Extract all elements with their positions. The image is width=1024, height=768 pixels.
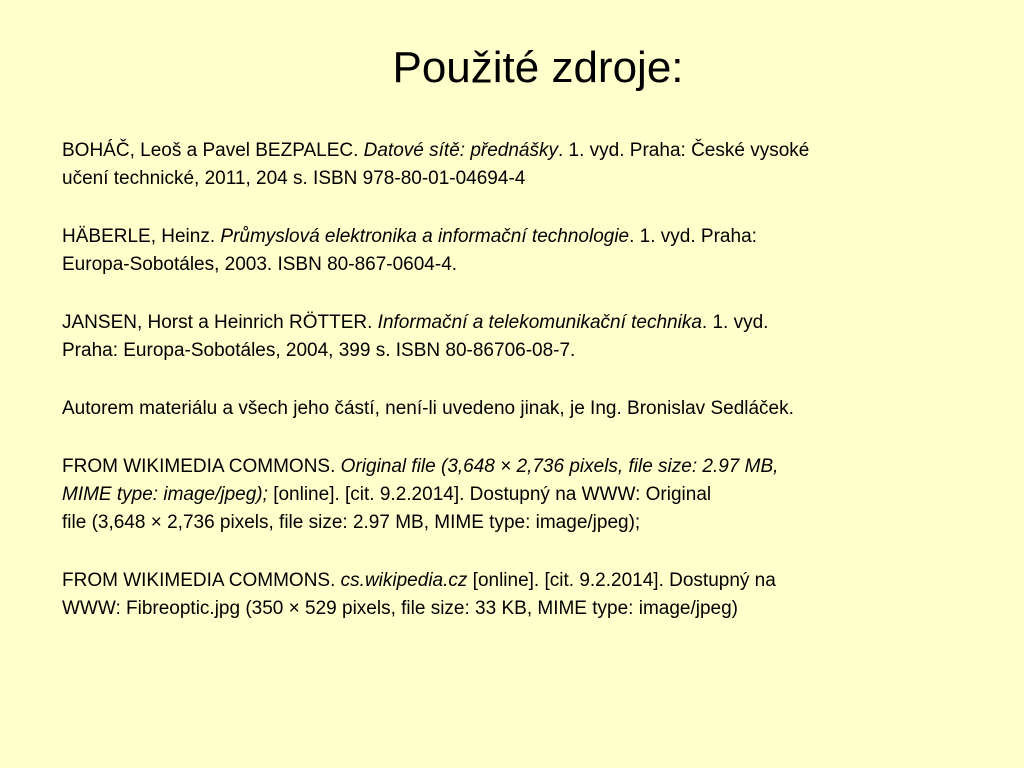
reference-jansen [62,309,962,365]
reference-line [62,567,962,595]
reference-title-cont: MIME type: image/jpeg); [62,484,268,505]
author-note: Autorem materiálu a všech jeho částí, není-li uvedeno jinak, je Ing. Bronislav Sedláček. [62,398,794,419]
reference-wikimedia-1 [62,453,962,537]
reference-title: Průmyslová elektronika a informační technologie [220,226,630,247]
reference-title: cs.wikipedia.cz [340,570,468,591]
reference-details: [online]. [cit. 9.2.2014]. Dostupný na WWW: Original [267,484,712,505]
reference-title: Datové sítě: přednášky [363,140,558,161]
reference-line [62,223,962,251]
reference-line: učení technické, 2011, 204 s. ISBN 978-80-01-04694-4 [62,168,526,189]
reference-author: FROM WIKIMEDIA COMMONS. [62,570,341,591]
reference-author: BOHÁČ, Leoš a Pavel BEZPALEC. [62,140,364,161]
reference-line: Praha: Europa-Sobotáles, 2004, 399 s. ISBN 80-86706-08-7. [62,340,576,361]
reference-line [62,309,962,337]
reference-title: Original file (3,648 × 2,736 pixels, file size: 2.97 MB, [340,456,779,477]
reference-details: [online]. [cit. 9.2.2014]. Dostupný na [467,570,776,591]
reference-bohac [62,137,962,193]
reference-line: file (3,648 × 2,736 pixels, file size: 2.97 MB, MIME type: image/jpeg); [62,512,641,533]
reference-line: Europa-Sobotáles, 2003. ISBN 80-867-0604-4. [62,254,458,275]
reference-haberle [62,223,962,279]
reference-line [62,137,962,165]
reference-author: JANSEN, Horst a Heinrich RÖTTER. [62,312,378,333]
reference-details: . 1. vyd. [701,312,769,333]
reference-details: . 1. vyd. Praha: České vysoké [558,140,810,161]
references-list [62,137,962,653]
reference-wikimedia-2 [62,567,962,623]
reference-line [62,481,962,509]
slide-title: Použité zdroje: [392,43,684,92]
reference-author: HÄBERLE, Heinz. [62,226,221,247]
reference-title: Informační a telekomunikační technika [377,312,702,333]
reference-details: . 1. vyd. Praha: [629,226,757,247]
reference-line: WWW: Fibreoptic.jpg (350 × 529 pixels, file size: 33 KB, MIME type: image/jpeg) [62,598,739,619]
reference-author: FROM WIKIMEDIA COMMONS. [62,456,341,477]
reference-line [62,453,962,481]
